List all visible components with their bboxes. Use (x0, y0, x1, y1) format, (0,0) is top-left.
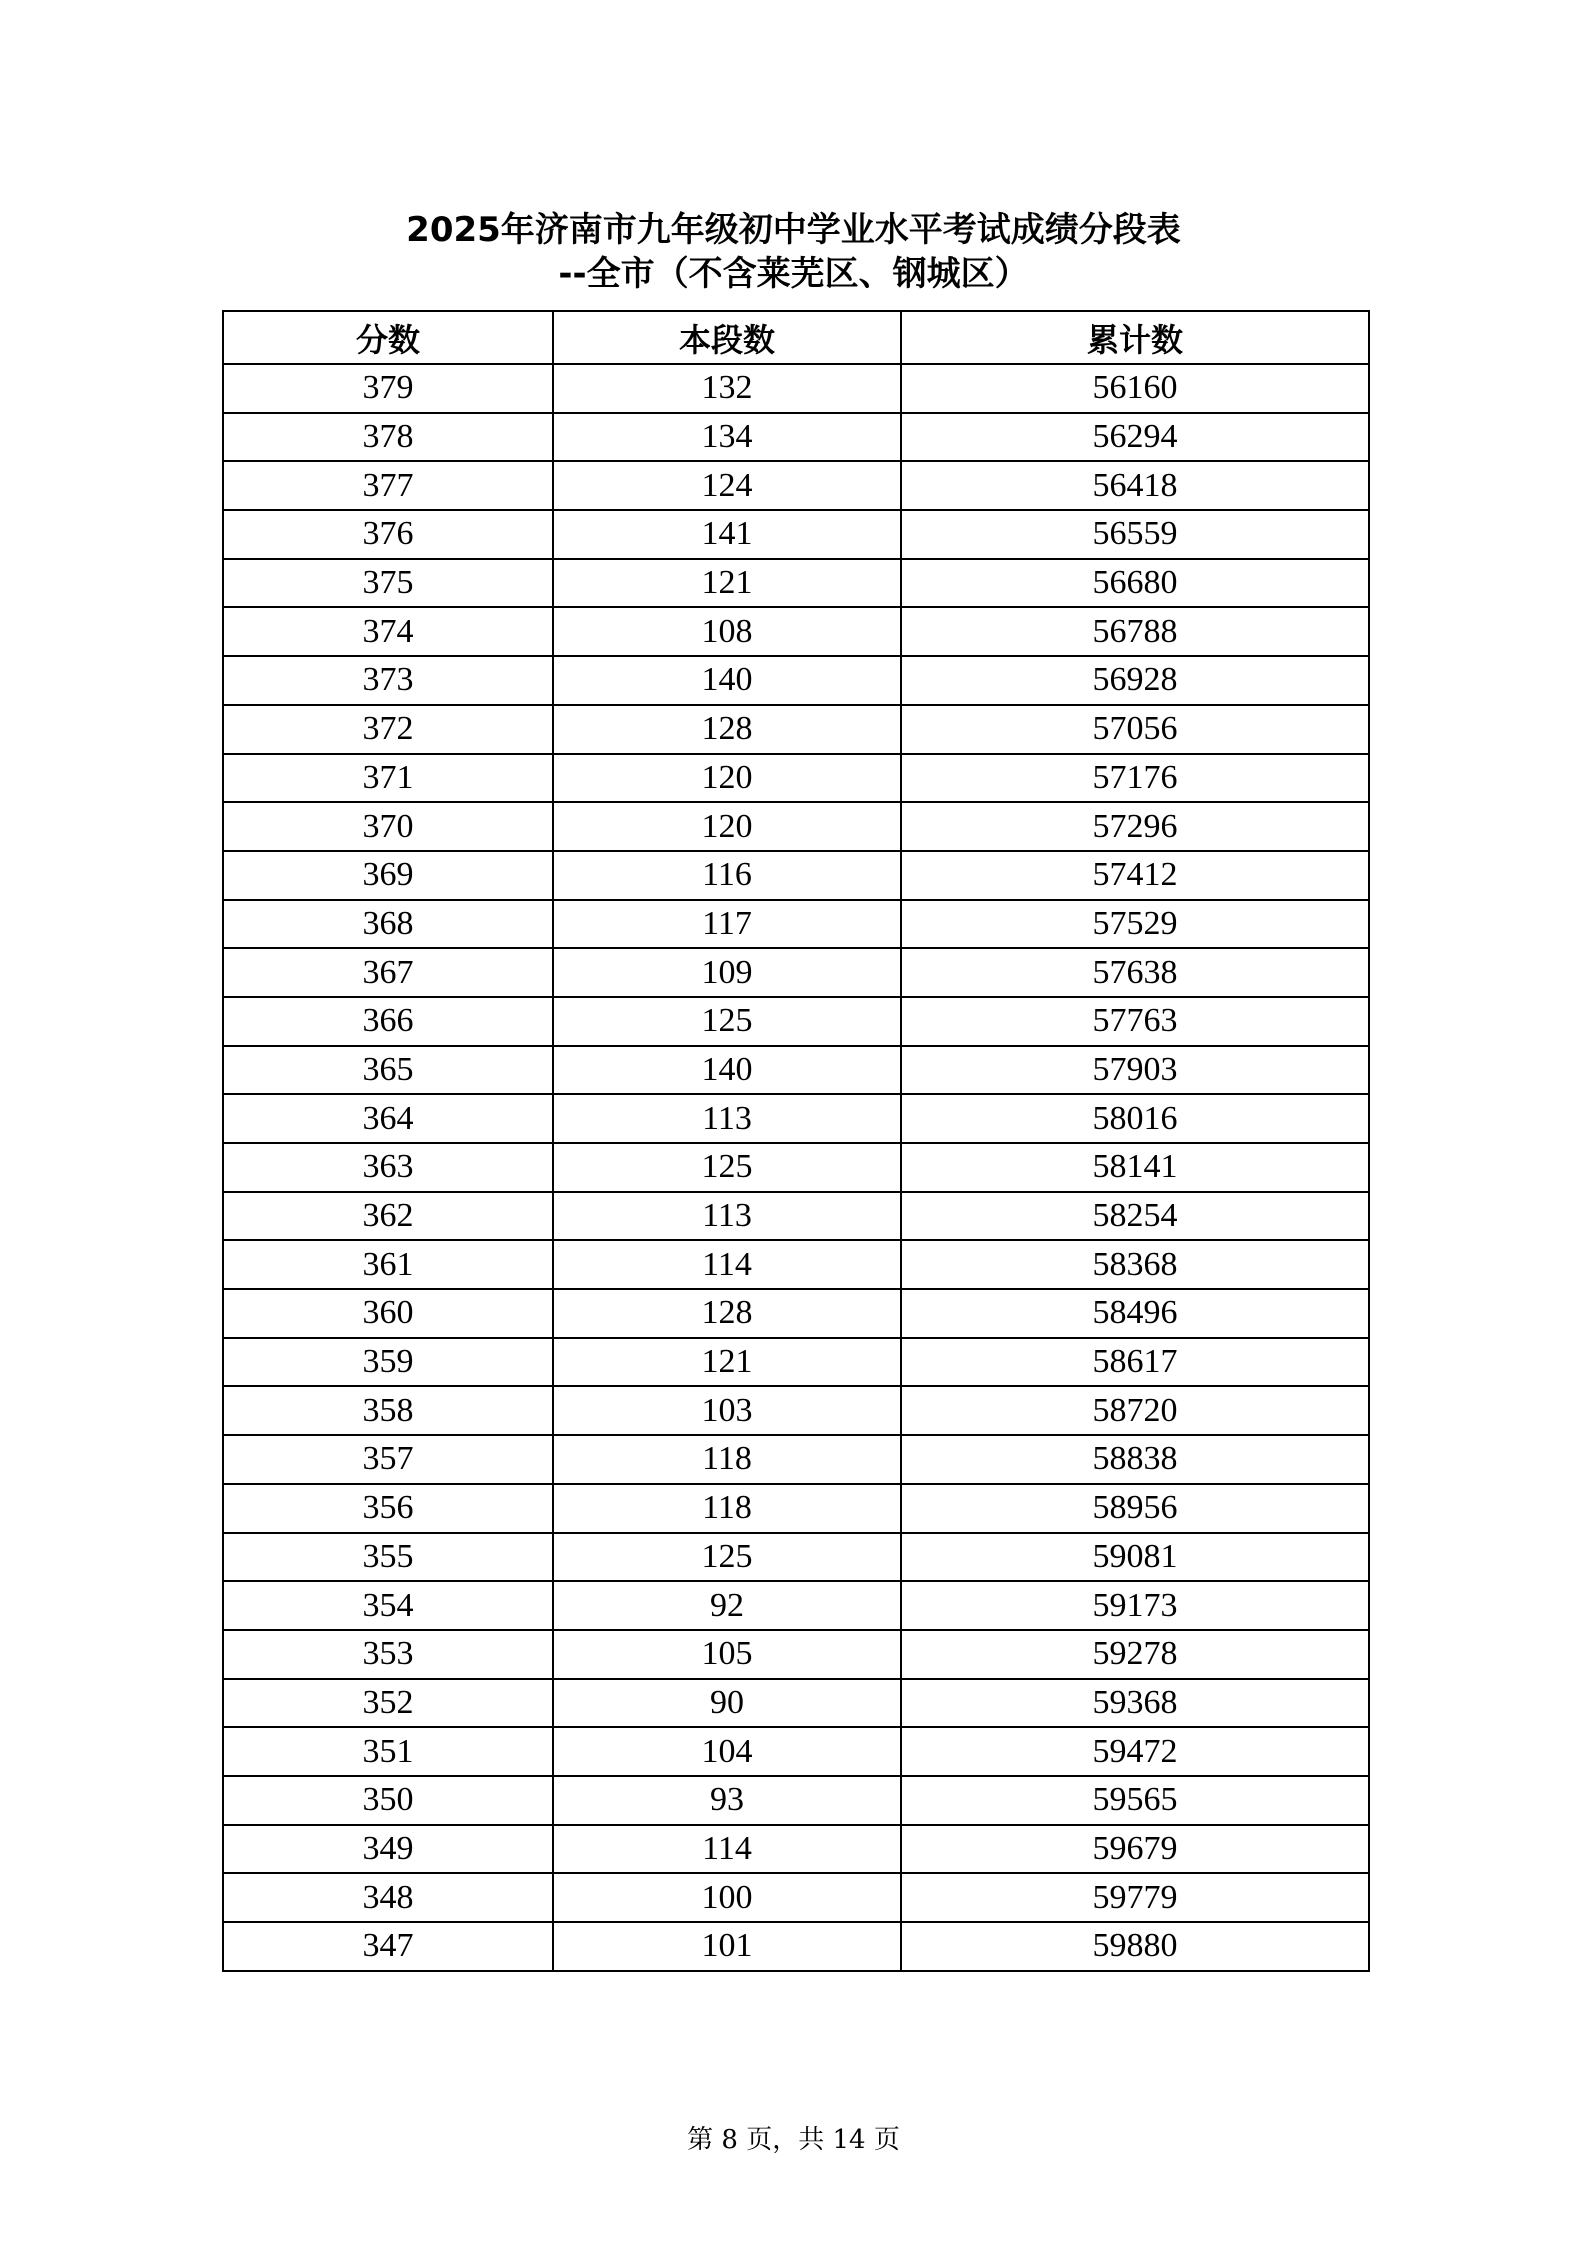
cell-score: 366 (223, 997, 553, 1046)
cell-cumulative-count: 57296 (901, 802, 1369, 851)
cell-cumulative-count: 58254 (901, 1192, 1369, 1241)
cell-score: 372 (223, 705, 553, 754)
table-row (223, 1046, 1369, 1095)
cell-score: 354 (223, 1581, 553, 1630)
cell-cumulative-count: 58141 (901, 1143, 1369, 1192)
cell-score: 365 (223, 1046, 553, 1095)
table-row (223, 559, 1369, 608)
cell-cumulative-count: 59173 (901, 1581, 1369, 1630)
cell-segment-count: 118 (553, 1484, 901, 1533)
cell-cumulative-count: 56680 (901, 559, 1369, 608)
table-row (223, 1873, 1369, 1922)
cell-score: 374 (223, 607, 553, 656)
cell-score: 378 (223, 413, 553, 462)
cell-segment-count: 120 (553, 802, 901, 851)
table-row (223, 510, 1369, 559)
page-title: 2025年济南市九年级初中学业水平考试成绩分段表 (406, 210, 1181, 250)
table-row (223, 1484, 1369, 1533)
cell-cumulative-count: 56294 (901, 413, 1369, 462)
table-row (223, 1435, 1369, 1484)
cell-score: 377 (223, 461, 553, 510)
cell-score: 355 (223, 1533, 553, 1582)
cell-cumulative-count: 56559 (901, 510, 1369, 559)
table-body (223, 364, 1369, 1971)
cell-segment-count: 120 (553, 754, 901, 803)
cell-segment-count: 125 (553, 1533, 901, 1582)
cell-score: 360 (223, 1289, 553, 1338)
cell-segment-count: 128 (553, 1289, 901, 1338)
cell-segment-count: 140 (553, 656, 901, 705)
cell-score: 348 (223, 1873, 553, 1922)
cell-score: 356 (223, 1484, 553, 1533)
table-row (223, 1727, 1369, 1776)
table-row (223, 1240, 1369, 1289)
cell-cumulative-count: 59565 (901, 1776, 1369, 1825)
cell-score: 363 (223, 1143, 553, 1192)
cell-cumulative-count: 56788 (901, 607, 1369, 656)
page-subtitle: --全市（不含莱芜区、钢城区） (558, 254, 1029, 294)
cell-segment-count: 121 (553, 559, 901, 608)
cell-cumulative-count: 58720 (901, 1386, 1369, 1435)
cell-score: 379 (223, 364, 553, 413)
cell-cumulative-count: 59880 (901, 1922, 1369, 1971)
cell-cumulative-count: 59779 (901, 1873, 1369, 1922)
table-row (223, 364, 1369, 413)
cell-score: 350 (223, 1776, 553, 1825)
cell-segment-count: 105 (553, 1630, 901, 1679)
cell-cumulative-count: 58496 (901, 1289, 1369, 1338)
cell-segment-count: 93 (553, 1776, 901, 1825)
cell-segment-count: 113 (553, 1094, 901, 1143)
table-row (223, 1338, 1369, 1387)
cell-score: 347 (223, 1922, 553, 1971)
table-row (223, 1289, 1369, 1338)
cell-score: 367 (223, 948, 553, 997)
table-row (223, 997, 1369, 1046)
header-cumulative-count: 累计数 (901, 311, 1369, 364)
cell-segment-count: 125 (553, 1143, 901, 1192)
table-row (223, 1533, 1369, 1582)
table-row (223, 900, 1369, 949)
cell-segment-count: 116 (553, 851, 901, 900)
cell-score: 368 (223, 900, 553, 949)
table-row (223, 1922, 1369, 1971)
cell-cumulative-count: 57176 (901, 754, 1369, 803)
cell-cumulative-count: 58016 (901, 1094, 1369, 1143)
table-row (223, 948, 1369, 997)
table-row (223, 1776, 1369, 1825)
cell-cumulative-count: 57763 (901, 997, 1369, 1046)
cell-segment-count: 113 (553, 1192, 901, 1241)
cell-score: 371 (223, 754, 553, 803)
table-row (223, 656, 1369, 705)
cell-score: 351 (223, 1727, 553, 1776)
cell-segment-count: 117 (553, 900, 901, 949)
table-row (223, 607, 1369, 656)
cell-cumulative-count: 57903 (901, 1046, 1369, 1095)
cell-segment-count: 114 (553, 1240, 901, 1289)
cell-segment-count: 140 (553, 1046, 901, 1095)
table-row (223, 461, 1369, 510)
cell-segment-count: 108 (553, 607, 901, 656)
cell-cumulative-count: 57638 (901, 948, 1369, 997)
cell-segment-count: 125 (553, 997, 901, 1046)
table-row (223, 754, 1369, 803)
cell-score: 353 (223, 1630, 553, 1679)
cell-segment-count: 100 (553, 1873, 901, 1922)
cell-score: 369 (223, 851, 553, 900)
table-row (223, 1143, 1369, 1192)
cell-cumulative-count: 59679 (901, 1825, 1369, 1874)
cell-score: 373 (223, 656, 553, 705)
header-score: 分数 (223, 311, 553, 364)
cell-cumulative-count: 58956 (901, 1484, 1369, 1533)
cell-cumulative-count: 56160 (901, 364, 1369, 413)
table-row (223, 1630, 1369, 1679)
cell-score: 357 (223, 1435, 553, 1484)
cell-score: 364 (223, 1094, 553, 1143)
cell-score: 349 (223, 1825, 553, 1874)
cell-cumulative-count: 56418 (901, 461, 1369, 510)
cell-score: 359 (223, 1338, 553, 1387)
cell-segment-count: 101 (553, 1922, 901, 1971)
cell-cumulative-count: 57529 (901, 900, 1369, 949)
table-row (223, 1679, 1369, 1728)
cell-segment-count: 124 (553, 461, 901, 510)
table-row (223, 413, 1369, 462)
cell-cumulative-count: 57056 (901, 705, 1369, 754)
table-row (223, 1581, 1369, 1630)
cell-cumulative-count: 57412 (901, 851, 1369, 900)
cell-cumulative-count: 59472 (901, 1727, 1369, 1776)
cell-cumulative-count: 59081 (901, 1533, 1369, 1582)
cell-segment-count: 128 (553, 705, 901, 754)
cell-segment-count: 132 (553, 364, 901, 413)
score-distribution-table (222, 310, 1370, 1972)
page-number: 第 8 页，共 14 页 (687, 2125, 900, 2155)
cell-cumulative-count: 59278 (901, 1630, 1369, 1679)
table-row (223, 851, 1369, 900)
table-row (223, 802, 1369, 851)
table-header-row (223, 311, 1369, 364)
table-row (223, 1192, 1369, 1241)
cell-segment-count: 103 (553, 1386, 901, 1435)
cell-cumulative-count: 58368 (901, 1240, 1369, 1289)
cell-segment-count: 114 (553, 1825, 901, 1874)
cell-segment-count: 134 (553, 413, 901, 462)
cell-segment-count: 109 (553, 948, 901, 997)
cell-cumulative-count: 56928 (901, 656, 1369, 705)
cell-segment-count: 104 (553, 1727, 901, 1776)
cell-score: 370 (223, 802, 553, 851)
cell-cumulative-count: 58838 (901, 1435, 1369, 1484)
cell-segment-count: 90 (553, 1679, 901, 1728)
cell-segment-count: 92 (553, 1581, 901, 1630)
table-row (223, 705, 1369, 754)
header-segment-count: 本段数 (553, 311, 901, 364)
table-row (223, 1386, 1369, 1435)
cell-segment-count: 141 (553, 510, 901, 559)
cell-score: 352 (223, 1679, 553, 1728)
cell-score: 358 (223, 1386, 553, 1435)
cell-segment-count: 118 (553, 1435, 901, 1484)
cell-score: 361 (223, 1240, 553, 1289)
cell-cumulative-count: 59368 (901, 1679, 1369, 1728)
cell-score: 375 (223, 559, 553, 608)
cell-cumulative-count: 58617 (901, 1338, 1369, 1387)
cell-score: 362 (223, 1192, 553, 1241)
table-row (223, 1825, 1369, 1874)
cell-segment-count: 121 (553, 1338, 901, 1387)
cell-score: 376 (223, 510, 553, 559)
table-row (223, 1094, 1369, 1143)
